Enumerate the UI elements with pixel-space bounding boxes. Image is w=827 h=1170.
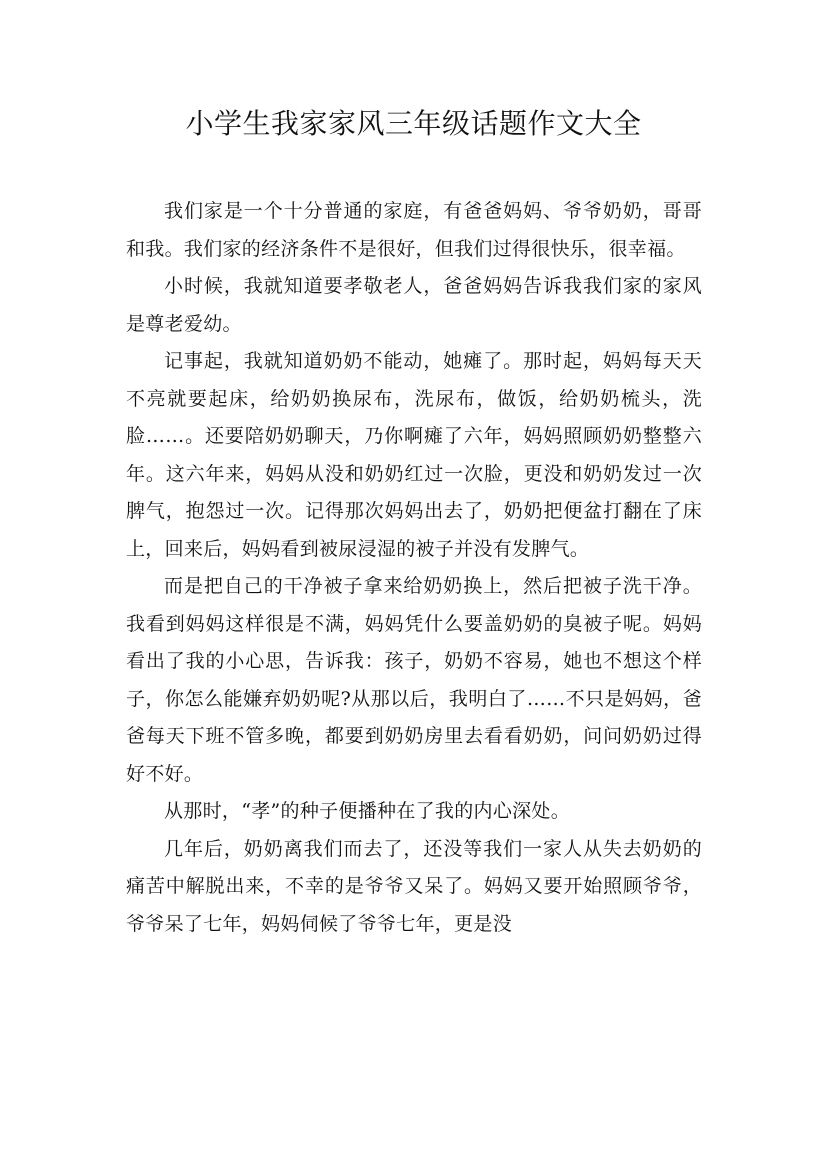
document-body — [126, 193, 702, 943]
paragraph: 我们家是一个十分普通的家庭，有爸爸妈妈、爷爷奶奶，哥哥和我。我们家的经济条件不是很好，但我们过得很快乐，很幸福。 — [126, 200, 702, 260]
paragraph: 从那时，“孝”的种子便播种在了我的内心深处。 — [164, 800, 571, 822]
paragraph: 几年后，奶奶离我们而去了，还没等我们一家人从失去奶奶的痛苦中解脱出来，不幸的是爷爷又呆了。妈妈又要开始照顾爷爷，爷爷呆了七年，妈妈伺候了爷爷七年，更是没 — [126, 837, 702, 935]
document-title: 小学生我家家风三年级话题作文大全 — [185, 107, 642, 140]
paragraph: 记事起，我就知道奶奶不能动，她瘫了。那时起，妈妈每天天不亮就要起床，给奶奶换尿布，洗尿布，做饭，给奶奶梳头，洗脸……。还要陪奶奶聊天，乃你啊瘫了六年，妈妈照顾奶奶整整六年。这六年来，妈妈从没和奶奶红过一次脸，更没和奶奶发过一次脾气，抱怨过一次。记得那次妈妈出去了，奶奶把便盆打翻在了床上，回来后，妈妈看到被尿浸湿的被子并没有发脾气。 — [126, 350, 702, 560]
paragraph: 小时候，我就知道要孝敬老人，爸爸妈妈告诉我我们家的家风是尊老爱幼。 — [126, 275, 702, 335]
paragraph: 而是把自己的干净被子拿来给奶奶换上，然后把被子洗干净。我看到妈妈这样很是不满，妈妈凭什么要盖奶奶的臭被子呢。妈妈看出了我的小心思，告诉我：孩子，奶奶不容易，她也不想这个样子，你怎么能嫌弃奶奶呢?从那以后，我明白了……不只是妈妈，爸爸每天下班不管多晚，都要到奶奶房里去看看奶奶，问问奶奶过得好不好。 — [126, 575, 702, 785]
